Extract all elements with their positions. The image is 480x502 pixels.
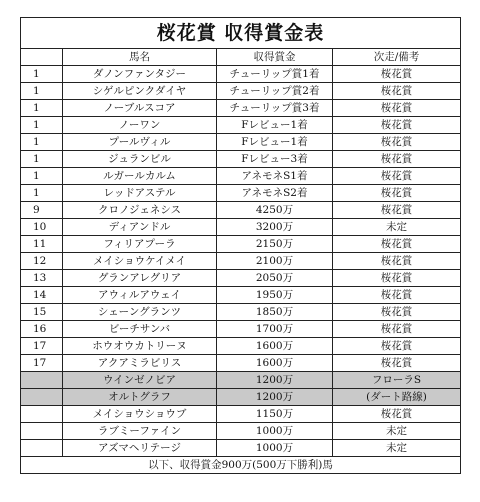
table-row — [21, 83, 461, 100]
note-cell: 桜花賞 — [333, 151, 461, 168]
table-row — [21, 287, 461, 304]
prize-cell: Fレビュー1着 — [217, 117, 333, 134]
table-row — [21, 304, 461, 321]
note-cell: 桜花賞 — [333, 134, 461, 151]
note-cell: 桜花賞 — [333, 236, 461, 253]
prize-cell: 1700万 — [217, 321, 333, 338]
note-cell: 桜花賞 — [333, 117, 461, 134]
header-rank — [21, 49, 63, 66]
note-cell: 未定 — [333, 440, 461, 457]
table-row — [21, 219, 461, 236]
prize-cell: 1150万 — [217, 406, 333, 423]
horse-name-cell: ダノンファンタジー — [63, 66, 217, 83]
note-cell: 未定 — [333, 423, 461, 440]
table-footer-row — [21, 457, 461, 474]
horse-name-cell: グランアレグリア — [63, 270, 217, 287]
rank-cell: 1 — [21, 117, 63, 134]
note-cell: 桜花賞 — [333, 355, 461, 372]
table-row — [21, 338, 461, 355]
table-title: 桜花賞 収得賞金表 — [21, 18, 461, 49]
rank-cell — [21, 372, 63, 389]
note-cell: 未定 — [333, 219, 461, 236]
prize-cell: アネモネS2着 — [217, 185, 333, 202]
rank-cell: 1 — [21, 151, 63, 168]
rank-cell — [21, 423, 63, 440]
prize-cell: 3200万 — [217, 219, 333, 236]
note-cell: 桜花賞 — [333, 83, 461, 100]
horse-name-cell: ジュランビル — [63, 151, 217, 168]
table-row — [21, 168, 461, 185]
table-title-row — [21, 18, 461, 49]
table-row — [21, 253, 461, 270]
header-prize: 収得賞金 — [217, 49, 333, 66]
prize-table — [20, 17, 461, 474]
horse-name-cell: ノーワン — [63, 117, 217, 134]
table-row — [21, 321, 461, 338]
horse-name-cell: メイショウケイメイ — [63, 253, 217, 270]
table-header-row — [21, 49, 461, 66]
table-row — [21, 440, 461, 457]
prize-cell: 2150万 — [217, 236, 333, 253]
table-row — [21, 355, 461, 372]
rank-cell — [21, 389, 63, 406]
rank-cell: 11 — [21, 236, 63, 253]
note-cell: 桜花賞 — [333, 253, 461, 270]
horse-name-cell: アズマヘリテージ — [63, 440, 217, 457]
horse-name-cell: アクアミラビリス — [63, 355, 217, 372]
note-cell: 桜花賞 — [333, 338, 461, 355]
horse-name-cell: レッドアステル — [63, 185, 217, 202]
prize-cell: チューリップ賞3着 — [217, 100, 333, 117]
table-row — [21, 117, 461, 134]
horse-name-cell: ホウオウカトリーヌ — [63, 338, 217, 355]
table-row — [21, 406, 461, 423]
horse-name-cell: シゲルピンクダイヤ — [63, 83, 217, 100]
prize-cell: 2100万 — [217, 253, 333, 270]
rank-cell: 1 — [21, 134, 63, 151]
rank-cell: 17 — [21, 338, 63, 355]
prize-cell: 1200万 — [217, 389, 333, 406]
rank-cell: 17 — [21, 355, 63, 372]
horse-name-cell: アウィルアウェイ — [63, 287, 217, 304]
rank-cell: 1 — [21, 168, 63, 185]
horse-name-cell: ノーブルスコア — [63, 100, 217, 117]
prize-cell: Fレビュー3着 — [217, 151, 333, 168]
horse-name-cell: ウインゼノビア — [63, 372, 217, 389]
prize-cell: アネモネS1着 — [217, 168, 333, 185]
note-cell: 桜花賞 — [333, 304, 461, 321]
note-cell: 桜花賞 — [333, 168, 461, 185]
rank-cell: 1 — [21, 100, 63, 117]
note-cell: (ダート路線) — [333, 389, 461, 406]
rank-cell: 10 — [21, 219, 63, 236]
note-cell: 桜花賞 — [333, 270, 461, 287]
rank-cell: 12 — [21, 253, 63, 270]
horse-name-cell: フィリアプーラ — [63, 236, 217, 253]
prize-cell: 4250万 — [217, 202, 333, 219]
header-horse: 馬名 — [63, 49, 217, 66]
header-note: 次走/備考 — [333, 49, 461, 66]
note-cell: 桜花賞 — [333, 406, 461, 423]
rank-cell: 9 — [21, 202, 63, 219]
note-cell: 桜花賞 — [333, 202, 461, 219]
prize-cell: 1000万 — [217, 423, 333, 440]
table-row — [21, 372, 461, 389]
note-cell: 桜花賞 — [333, 185, 461, 202]
table-row — [21, 100, 461, 117]
prize-cell: 1600万 — [217, 338, 333, 355]
prize-cell: 1200万 — [217, 372, 333, 389]
horse-name-cell: ラブミーファイン — [63, 423, 217, 440]
horse-name-cell: ルガールカルム — [63, 168, 217, 185]
note-cell: フローラS — [333, 372, 461, 389]
note-cell: 桜花賞 — [333, 321, 461, 338]
horse-name-cell: オルトグラフ — [63, 389, 217, 406]
table-row — [21, 389, 461, 406]
horse-name-cell: クロノジェネシス — [63, 202, 217, 219]
table-row — [21, 236, 461, 253]
prize-cell: チューリップ賞1着 — [217, 66, 333, 83]
prize-cell: 2050万 — [217, 270, 333, 287]
prize-cell: チューリップ賞2着 — [217, 83, 333, 100]
rank-cell: 13 — [21, 270, 63, 287]
prize-cell: 1600万 — [217, 355, 333, 372]
rank-cell: 1 — [21, 83, 63, 100]
rank-cell: 14 — [21, 287, 63, 304]
table-row — [21, 202, 461, 219]
rank-cell: 1 — [21, 185, 63, 202]
note-cell: 桜花賞 — [333, 287, 461, 304]
prize-table-sheet — [20, 17, 460, 474]
note-cell: 桜花賞 — [333, 100, 461, 117]
horse-name-cell: ビーチサンバ — [63, 321, 217, 338]
prize-cell: 1950万 — [217, 287, 333, 304]
rank-cell — [21, 440, 63, 457]
horse-name-cell: シェーングランツ — [63, 304, 217, 321]
table-footer-note: 以下、収得賞金900万(500万下勝利)馬 — [21, 457, 461, 474]
rank-cell: 1 — [21, 66, 63, 83]
prize-cell: 1850万 — [217, 304, 333, 321]
horse-name-cell: プールヴィル — [63, 134, 217, 151]
horse-name-cell: メイショウショウブ — [63, 406, 217, 423]
note-cell: 桜花賞 — [333, 66, 461, 83]
prize-cell: 1000万 — [217, 440, 333, 457]
table-row — [21, 134, 461, 151]
rank-cell: 16 — [21, 321, 63, 338]
rank-cell: 15 — [21, 304, 63, 321]
table-row — [21, 270, 461, 287]
table-row — [21, 423, 461, 440]
table-row — [21, 185, 461, 202]
table-row — [21, 66, 461, 83]
prize-cell: Fレビュー1着 — [217, 134, 333, 151]
horse-name-cell: ディアンドル — [63, 219, 217, 236]
rank-cell — [21, 406, 63, 423]
table-row — [21, 151, 461, 168]
